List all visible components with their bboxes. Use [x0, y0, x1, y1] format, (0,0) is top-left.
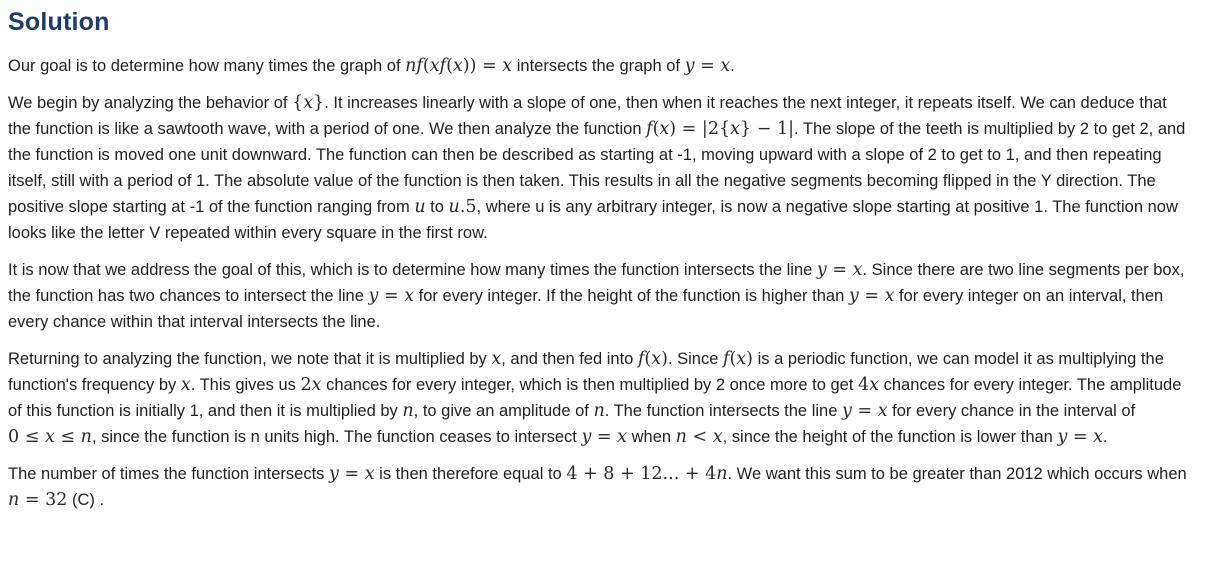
paragraph: We begin by analyzing the behavior of {x}. It increases linearly with a slope of one, then when it reaches the next integer, it repeats itself. We can deduce that the function is like a sawtooth wave, with a period of one. We then analyze the function f(x) = |2{x} − 1|. The slope of the teeth is multiplied by 2 to get 2, and the function is moved one unit downward. The function can then be described as starting at -1, moving upward with a slope of 2 to get to 1, and then repeating itself, still with a period of 1. The absolute value of the function is then taken. This results in all the negative segments becoming flipped in the Y direction. The positive slope starting at -1 of the function ranging from u to u.5, where u is any arbitrary integer, is now a negative slope starting at positive 1. The function now looks like the letter V repeated within every square in the first row. — [8, 93, 1186, 242]
math-inline: x — [180, 375, 191, 395]
math-inline: f(x) = |2{x} − 1| — [646, 119, 794, 139]
math-inline: y = x — [684, 56, 731, 76]
math-inline: 4x — [858, 375, 880, 395]
math-inline: y = x — [816, 260, 863, 280]
math-inline: y = x — [841, 401, 888, 421]
math-inline: u.5 — [448, 197, 477, 217]
paragraph: The number of times the function intersects y = x is then therefore equal to 4 + 8 + 12... + 4n. We want this sum to be greater than 2012 which occurs when n = 32 (C) . — [8, 464, 1187, 510]
math-inline: 2x — [300, 375, 322, 395]
math-inline: y = x — [581, 427, 628, 447]
math-inline: n — [402, 401, 414, 421]
math-inline: u — [414, 197, 426, 217]
math-inline: nf(xf(x)) = x — [405, 56, 513, 76]
math-inline: f(x) — [637, 349, 668, 369]
math-inline: n < x — [675, 427, 723, 447]
paragraph: It is now that we address the goal of this, which is to determine how many times the function intersects the line y = x. Since there are two line segments per box, the function has two chances to intersect the line y = x for every integer. If the height of the function is higher than y = x for every integer on an interval, then every chance within that interval intersects the line. — [8, 260, 1185, 331]
math-inline: 0 ≤ x ≤ n — [8, 427, 92, 447]
page-title: Solution — [8, 8, 110, 36]
math-inline: f(x) — [722, 349, 753, 369]
math-inline: y = x — [329, 464, 375, 484]
math-inline: y = x — [1057, 427, 1104, 447]
math-inline: n — [593, 401, 605, 421]
math-inline: x — [491, 349, 502, 369]
math-inline: y = x — [368, 286, 415, 306]
math-inline: {x} — [292, 93, 325, 113]
paragraph: Our goal is to determine how many times the graph of nf(xf(x)) = x intersects the graph of y = x. — [8, 56, 735, 76]
paragraph: Returning to analyzing the function, we note that it is multiplied by x, and then fed into f(x). Since f(x) is a periodic function, we can model it as multiplying the function's frequency by x. This gives us 2x chances for every integer, which is then multiplied by 2 once more to get 4x chances for every integer. The amplitude of this function is initially 1, and then it is multiplied by n, to give an amplitude of n. The function intersects the line y = x for every chance in the interval of 0 ≤ x ≤ n, since the function is n units high. The function ceases to intersect y = x when n < x, since the height of the function is lower than y = x. — [8, 349, 1182, 447]
solution-paragraphs — [8, 53, 1207, 513]
math-inline: 4 + 8 + 12... + 4n — [566, 464, 728, 484]
math-inline: n = 32 — [8, 490, 68, 510]
math-inline: y = x — [848, 286, 895, 306]
